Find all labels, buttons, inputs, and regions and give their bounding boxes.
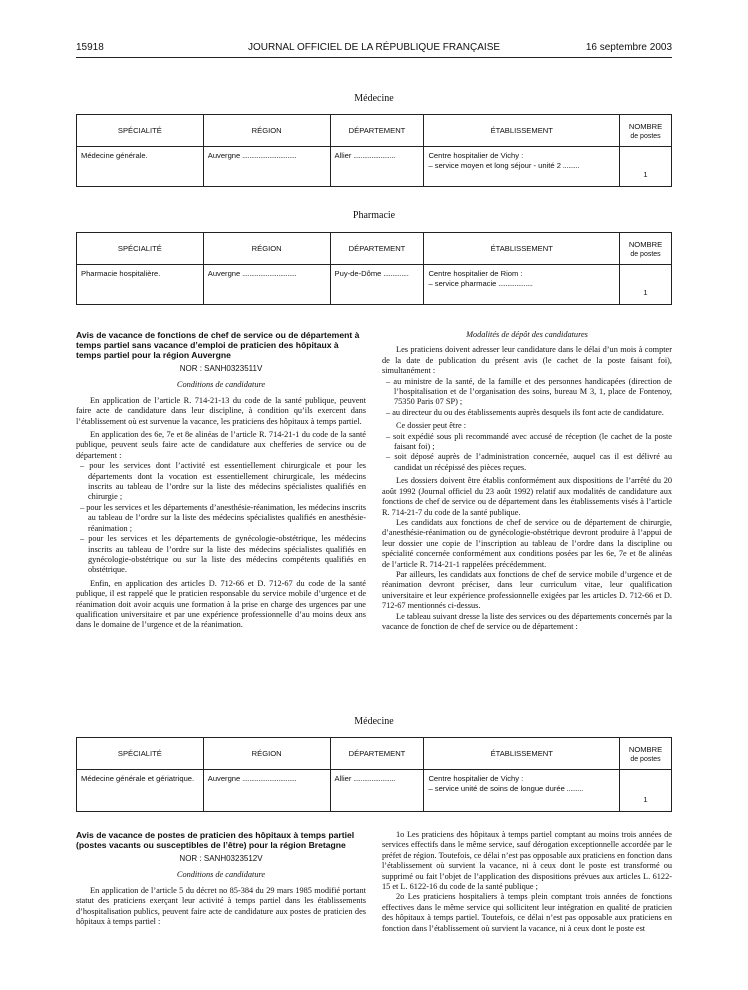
- cell-nombre: 1: [620, 265, 672, 305]
- cell-nombre: 1: [620, 770, 672, 812]
- avis2-nor: NOR : SANH0323512V: [179, 854, 263, 863]
- col-departement: DÉPARTEMENT: [330, 115, 424, 147]
- col-region: RÉGION: [203, 738, 330, 770]
- col-specialite: SPÉCIALITÉ: [77, 115, 204, 147]
- avis1-paragraph: Ce dossier peut être :: [396, 421, 467, 431]
- cell-specialite: Pharmacie hospitalière.: [77, 265, 204, 305]
- list-item: – pour les services et les départements de gynécologie-obstétrique, les médecins inscrits au tableau de l’ordre sur la liste des médecins spécialistes qualifiés en gynécologie-obstétrique ou sur la liste des médecins compétents qualifiés en obstétrique.: [80, 534, 366, 575]
- table1-header-row: [77, 115, 672, 147]
- avis1-paragraph: En application des 6e, 7e et 8e alinéas de l’article R. 714-21-1 du code de la santé publique, peuvent seuls faire acte de candidature aux chefferies de service ou de département :: [76, 430, 366, 460]
- list-item: – soit expédié sous pli recommandé avec accusé de réception (le cachet de la poste faisant foi) ;: [386, 431, 672, 452]
- col-region: RÉGION: [203, 233, 330, 265]
- avis1-paragraph: Enfin, en application des articles D. 712-66 et D. 712-67 du code de la santé publique, il est rappelé que le praticien responsable du service mobile d’urgence et de réanimation doit avoir acquis une formation à la prise en charge des urgences par une qualification universitaire et par une expérience professionnelle d’au moins deux ans dans le domaine de l’urgence et de la réanimation.: [76, 578, 366, 630]
- avis2-paragraph: En application de l’article 5 du décret no 85-384 du 29 mars 1985 modifié portant statut des praticiens exerçant leur activité à temps partiel dans les établissements d’hospitalisation publics, peuvent faire acte de candidature aux postes de praticien des hôpitaux à temps partiel :: [76, 885, 366, 927]
- list-item: – soit déposé auprès de l’administration concernée, auquel cas il est délivré au candidat un récépissé des pièces reçues.: [386, 452, 672, 472]
- col-nombre: NOMBRE de postes: [620, 233, 672, 265]
- avis1-nor: NOR : SANH0323511V: [179, 364, 263, 373]
- cell-region: Auvergne ..............................: [203, 265, 330, 305]
- list-item: – au directeur du ou des établissements auprès desquels ils font acte de candidature.: [386, 407, 664, 417]
- avis2-right-column: [382, 830, 672, 934]
- cell-nombre: 1: [620, 147, 672, 187]
- col-region: RÉGION: [203, 115, 330, 147]
- avis1-paragraph: Les dossiers doivent être établis conformément aux dispositions de l’arrêté du 20 août 1992 (Journal officiel du 23 août 1992) relatif aux modalités de candidature aux fonctions de chef de service ou de département dans les établissements visés à l’article R. 714-21-7 du code de la santé publique.: [382, 476, 672, 517]
- page-number: 15918: [76, 42, 104, 53]
- col-departement: DÉPARTEMENT: [330, 738, 424, 770]
- cell-departement: Allier .......................: [330, 770, 424, 812]
- cell-etablissement: Centre hospitalier de Vichy : – service unité de soins de longue durée .........: [424, 770, 620, 812]
- col-nombre: NOMBRE de postes: [620, 738, 672, 770]
- cell-departement: Puy-de-Dôme ..............: [330, 265, 424, 305]
- avis2-title: Avis de vacance de postes de praticien des hôpitaux à temps partiel (postes vacants ou susceptibles de l’être) pour la région Bretagne: [76, 830, 355, 850]
- avis1-list: [382, 377, 672, 419]
- avis1-paragraph: Les candidats aux fonctions de chef de service ou de département de chirurgie, d’anesthésie-réanimation ou de gynécologie-obstétrique devront produire à l’appui de leur dossier une copie de l’inscription au tableau de l’ordre dans la discipline ou spécialité concernée conformément aux conditions posées par les 6e, 7e et 8e alinéas de l’article R. 714-21-1 rappelées précédemment.: [382, 517, 672, 569]
- table3-title: Médecine: [354, 716, 394, 727]
- cell-specialite: Médecine générale.: [77, 147, 204, 187]
- cell-departement: Allier .......................: [330, 147, 424, 187]
- cell-etablissement: Centre hospitalier de Vichy : – service moyen et long séjour - unité 2 .........: [424, 147, 620, 187]
- list-item: – pour les services dont l’activité est essentiellement chirurgicale et pour les départements dont la vocation est essentiellement chirurgicale, les médecins inscrits au tableau de l’ordre sur la liste des médecins spécialistes qualifiés en chirurgie ;: [80, 461, 366, 502]
- col-specialite: SPÉCIALITÉ: [77, 738, 204, 770]
- table-row: [77, 770, 672, 812]
- table-row: [77, 147, 672, 187]
- avis2-left-column: [76, 830, 366, 927]
- table-row: [77, 265, 672, 305]
- avis1-conditions-heading: Conditions de candidature: [176, 380, 266, 390]
- avis1-paragraph: Le tableau suivant dresse la liste des services ou des départements concernés par la vacance de fonction de chef de service ou de département :: [382, 611, 672, 631]
- col-etablissement: ÉTABLISSEMENT: [424, 115, 620, 147]
- page-header: [76, 42, 672, 56]
- avis1-paragraph: En application de l’article R. 714-21-13 du code de la santé publique, peuvent faire acte de candidature dans leur discipline, à condition qu’ils exercent dans l’établissement où est survenue la vacance, les praticiens des hôpitaux à temps partiel.: [76, 395, 366, 426]
- table1-title: Médecine: [354, 93, 394, 104]
- avis1-list: [76, 461, 366, 575]
- avis1-right-column: [382, 330, 672, 632]
- col-departement: DÉPARTEMENT: [330, 233, 424, 265]
- avis2-conditions-heading: Conditions de candidature: [176, 870, 266, 880]
- issue-date: 16 septembre 2003: [585, 42, 672, 53]
- cell-specialite: Médecine générale et gériatrique.: [77, 770, 204, 812]
- table2-title: Pharmacie: [352, 210, 396, 221]
- avis1-modalites-heading: Modalités de dépôt des candidatures: [466, 330, 588, 339]
- avis1-list: [382, 432, 672, 474]
- col-etablissement: ÉTABLISSEMENT: [424, 738, 620, 770]
- table3-header-row: [77, 738, 672, 770]
- table1: [76, 114, 672, 187]
- avis1-paragraph: Par ailleurs, les candidats aux fonctions de chef de service mobile d’urgence et de réanimation devront préciser, dans leur curriculum vitae, leur qualification universitaire et leur expérience professionnelle exigées par les articles D. 712-66 et D. 712-67 mentionnés ci-dessus.: [382, 569, 672, 611]
- col-etablissement: ÉTABLISSEMENT: [424, 233, 620, 265]
- avis1-title: Avis de vacance de fonctions de chef de service ou de département à temps partiel sans vacance d’emploi de praticien des hôpitaux à temps partiel pour la région Auvergne: [76, 330, 360, 360]
- cell-region: Auvergne ..............................: [203, 770, 330, 812]
- table2: [76, 232, 672, 305]
- col-specialite: SPÉCIALITÉ: [77, 233, 204, 265]
- table2-header-row: [77, 233, 672, 265]
- list-item: – pour les services et les départements d’anesthésie-réanimation, les médecins inscrits au tableau de l’ordre sur la liste des médecins spécialistes qualifiés en anesthésie-réanimation ;: [80, 502, 366, 533]
- header-rule: [76, 57, 672, 58]
- col-nombre: NOMBRE de postes: [620, 115, 672, 147]
- avis1-left-column: [76, 330, 366, 631]
- avis2-paragraph: 1o Les praticiens des hôpitaux à temps partiel comptant au moins trois années de services effectifs dans le même service, sauf dérogation exceptionnelle accordée par le préfet de région. Toutefois, ce délai n’est pas opposable aux praticiens en fonction dans l’établissement où survient la vacance, ni à ceux dont le poste est transformé ou supprimé ou fait l’objet de l’application des dispositions prévues aux articles L. 6122-15 et L. 6122-16 du code de la santé publique ;: [382, 830, 672, 892]
- journal-title: JOURNAL OFFICIEL DE LA RÉPUBLIQUE FRANÇAISE: [247, 42, 501, 53]
- cell-etablissement: Centre hospitalier de Riom : – service pharmacie ...................: [424, 265, 620, 305]
- list-item: – au ministre de la santé, de la famille et des personnes handicapées (direction de l’hospitalisation et de l’organisation des soins, bureau M 3, 1, place de Fontenoy, 75350 Paris 07 SP) ;: [386, 376, 672, 407]
- cell-region: Auvergne ..............................: [203, 147, 330, 187]
- avis1-paragraph: Les praticiens doivent adresser leur candidature dans le délai d’un mois à compter de la date de publication du présent avis (le cachet de la poste faisant foi), simultanément :: [382, 345, 672, 376]
- avis2-paragraph: 2o Les praticiens hospitaliers à temps plein comptant trois années de fonctions effectives dans le même service qui sollicitent leur intégration en qualité de praticien des hôpitaux à temps partiel. Toutefois, ce délai n’est pas opposable aux praticiens en fonction dans l’établissement où survient la vacance, ni à ceux dont le poste est: [382, 892, 672, 933]
- table3: [76, 737, 672, 812]
